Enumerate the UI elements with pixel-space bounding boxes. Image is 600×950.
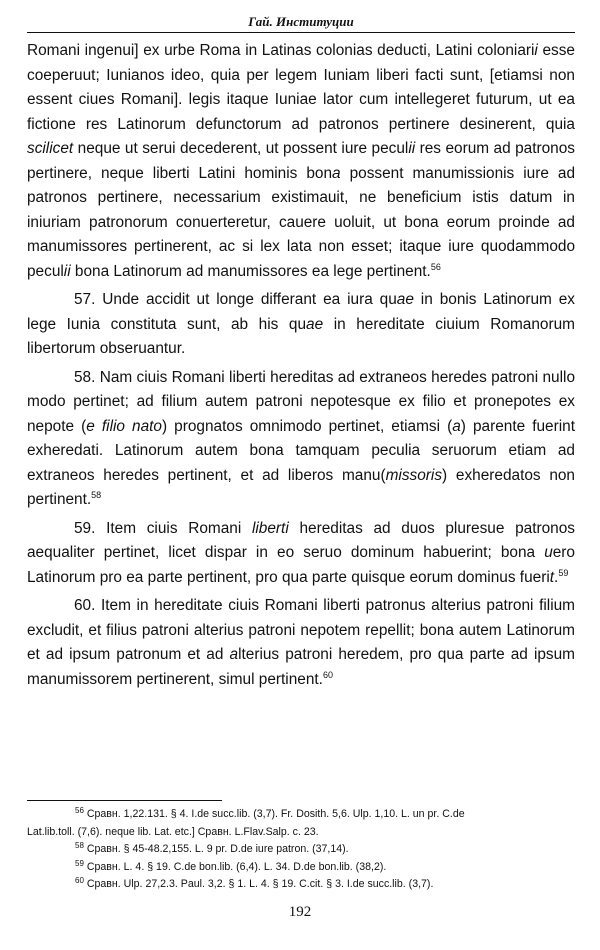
paragraph-56-continuation: Romani ingenui] ex urbe Roma in Latinas colonias deducti, Latini coloniarii esse coeperuut; Iunianos ideo, quia per legem Iuniam liberi facti sunt, [etiamsi non essent ciues Romani]. legis itaque Iuniae lator cum intellegeret futurum, ut ea fictione res Latinorum defunctorum ad patronos pertinere desinerent, quia scilicet neque ut serui decederent, ut possent iure peculii res eorum ad patronos pertinere, neque liberti Latini hominis bona possent manumissionis iure ad patronos pertinere, necessarium existimauit, ne beneficium istis datum in iniuriam patronorum conuerteretur, cauere uoluit, ut bona eorum proinde ad manumissores pertinerent, ac si lex lata non esset; itaque iure quodammodo peculii bona Latinorum ad manumissores ea lege pertinent.$^{56}$ (27, 42, 576, 280)
paragraph-59: 59. Item ciuis Romani liberti hereditas ad duos pluresue patronos aequaliter pertinet, licet dispar in eo seruo dominum habuerint; bona uero Latinorum pro ea parte pertinent, pro qua parte quisque eorum dominus fuerit.$^{59}$ (27, 519, 575, 586)
main-text (27, 39, 575, 692)
footnote-ref-59[interactable]: 59 (558, 567, 569, 578)
footnote-58: $^{58}$ Сравн. § 45-48.2,155. L. 9 pr. D.de iure patron. (37,14). (75, 841, 349, 855)
paragraph-57: 57. Unde accidit ut longe differant ea iura quae in bonis Latinorum ex lege Iunia constituta sunt, ab his quae in hereditate ciuium Romanorum libertorum obseruantur. (27, 291, 575, 357)
footnotes (27, 806, 575, 894)
paragraph-58: 58. Nam ciuis Romani liberti hereditas ad extraneos heredes patroni nullo modo pertinet; ad filium autem patroni nepotesque ex filio et pronepotes ex nepote (e filio nato) prognatos omnimodo pertinet, etiamsi (a) parente fuerint exheredati. Latinorum autem bona tamquam peculia seruorum etiam ad extraneos heredes pertinent, et ad liberos manu(missoris) exheredatos non pertinent.$^{58}$ (27, 368, 575, 508)
paragraph-60: 60. Item in hereditate ciuis Romani liberti patronus alterius patroni filium excludit, et filius patroni alterius patroni nepotem repellit; bona autem Latinorum et ad ipsum patronum et ad alterius patroni heredem, pro qua parte ad ipsum manumissorem pertinerent, simul pertinent.$^{60}$ (27, 597, 575, 688)
footnote-ref-58[interactable]: 58 (91, 490, 102, 500)
footnote-ref-60[interactable]: 60 (322, 669, 333, 680)
running-title: Гай. Институции (27, 14, 575, 33)
footnote-56: $^{56}$ Сравн. 1,22.131. § 4. I.de succ.lib. (3,7). Fr. Dosith. 5,6. Ulp. 1,10. L. un pr. C.de (75, 806, 465, 820)
footnote-59: $^{59}$ Сравн. L. 4. § 19. C.de bon.lib. (6,4). L. 34. D.de bon.lib. (38,2). (75, 858, 387, 873)
page-number: 192 (288, 904, 312, 920)
footnote-56-continuation: Lat.lib.toll. (7,6). neque lib. Lat. etc.] Сравн. L.Flav.Salp. c. 23. (27, 825, 319, 838)
footnote-divider (27, 800, 222, 801)
footnote-60: $^{60}$ Сравн. Ulp. 27,2.3. Paul. 3,2. § 1. L. 4. § 19. C.cit. § 3. I.de succ.lib. (3,7). (75, 876, 434, 890)
footnote-ref-56[interactable]: 56 (430, 261, 441, 272)
